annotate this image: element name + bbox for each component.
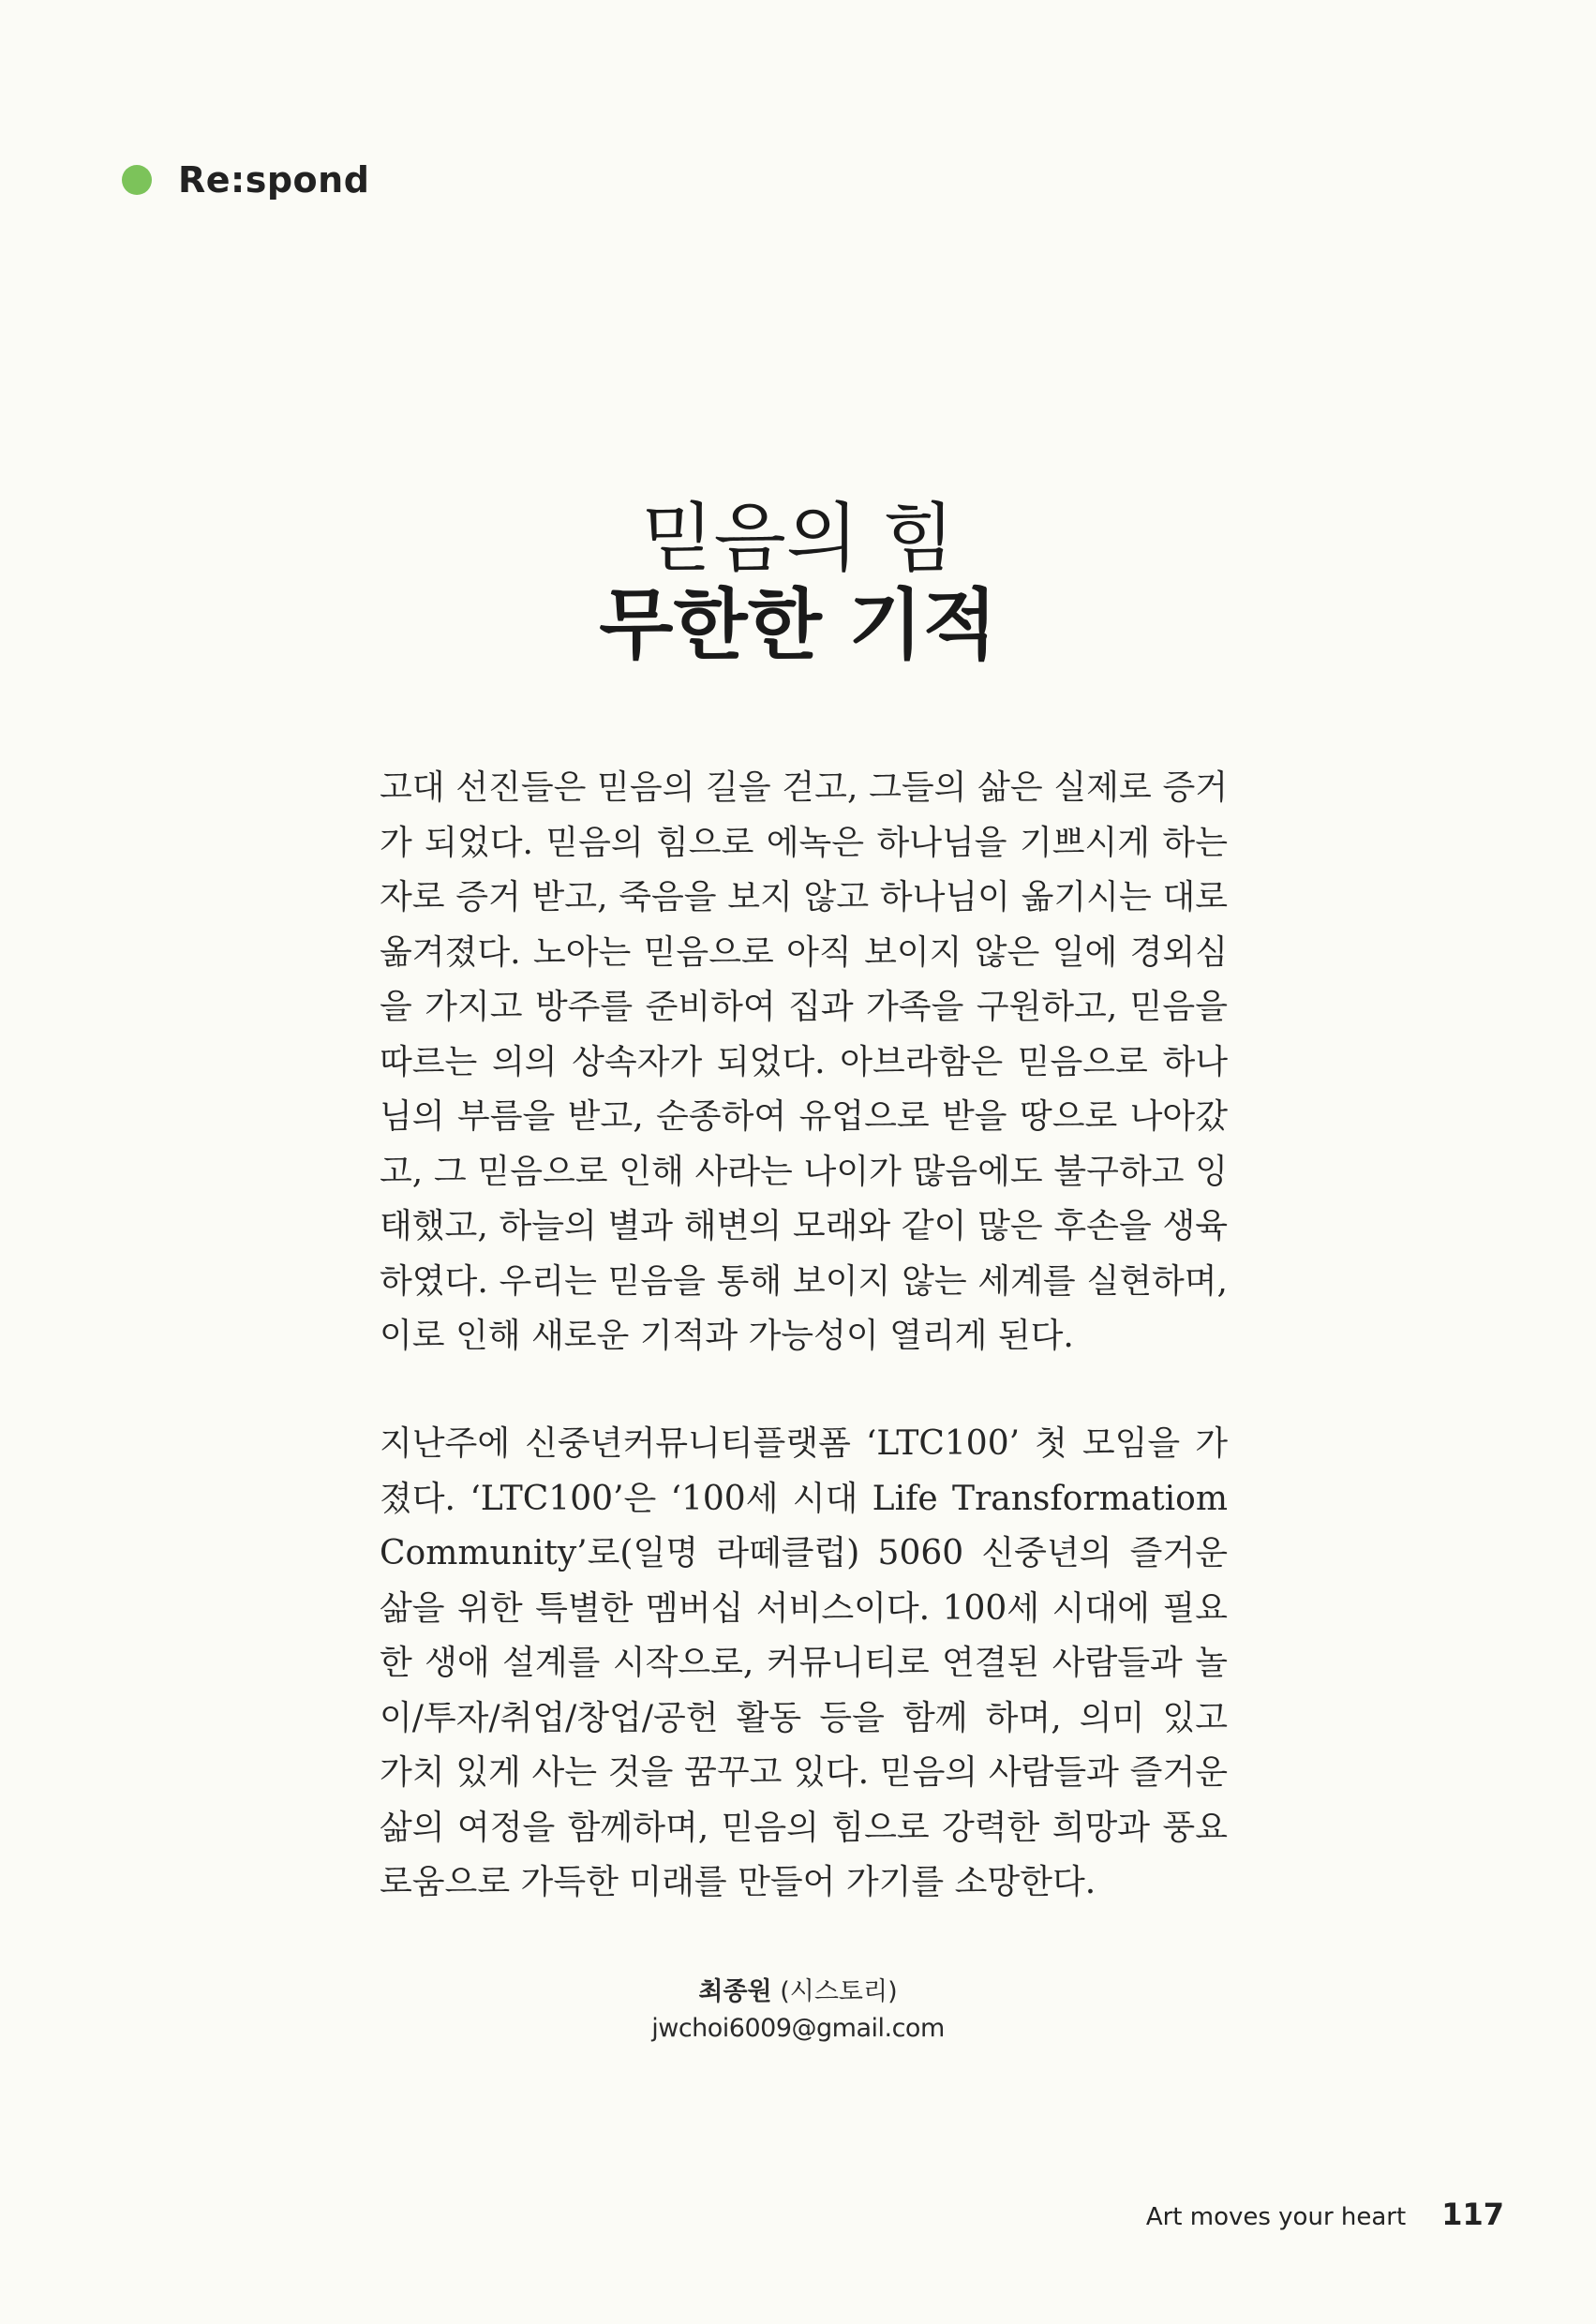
article-paragraph: 지난주에 신중년커뮤니티플랫폼 ‘LTC100’ 첫 모임을 가졌다. ‘LTC100’은 ‘100세 시대 Life Transformatiom Community’로(일명 라떼클럽) 5060 신중년의 즐거운 삶을 위한 특별한 멤버십 서비스이다. 100세 시대에 필요한 생애 설계를 시작으로, 커뮤니티로 연결된 사람들과 놀이/투자/취업/창업/공헌 활동 등을 함께 하며, 의미 있고 가치 있게 사는 것을 꿈꾸고 있다. 믿음의 사람들과 즐거운 삶의 여정을 함께하며, 믿음의 힘으로 강력한 희망과 풍요로움으로 가득한 미래를 만들어 가기를 소망한다. <box>380 1424 1228 1901</box>
author-name: 최종원 <box>698 1977 772 2006</box>
footer-tagline: Art moves your heart <box>1145 2203 1407 2231</box>
author-block <box>0 1974 1596 2048</box>
article-title-line1: 믿음의 힘 <box>641 495 955 582</box>
section-label: Re:spond <box>178 159 370 201</box>
section-tag <box>122 159 369 201</box>
section-dot-icon <box>122 165 152 195</box>
author-line <box>0 1974 1596 2010</box>
article-title-line2: 무한한 기적 <box>599 581 997 670</box>
article-paragraph: 고대 선진들은 믿음의 길을 걷고, 그들의 삶은 실제로 증거가 되었다. 믿음의 힘으로 에녹은 하나님을 기쁘시게 하는 자로 증거 받고, 죽음을 보지 않고 하나님이 옮기시는 대로 옮겨졌다. 노아는 믿음으로 아직 보이지 않은 일에 경외심을 가지고 방주를 준비하여 집과 가족을 구원하고, 믿음을 따르는 의의 상속자가 되었다. 아브라함은 믿음으로 하나님의 부름을 받고, 순종하여 유업으로 받을 땅으로 나아갔고, 그 믿음으로 인해 사라는 나이가 많음에도 불구하고 잉태했고, 하늘의 별과 해변의 모래와 같이 많은 후손을 생육하였다. 우리는 믿음을 통해 보이지 않는 세계를 실현하며, 이로 인해 새로운 기적과 가능성이 열리게 된다. <box>380 768 1228 1355</box>
author-email: jwchoi6009@gmail.com <box>651 2014 945 2043</box>
author-affiliation: (시스토리) <box>780 1977 898 2006</box>
page-footer <box>1146 2197 1504 2232</box>
page-number: 117 <box>1441 2197 1504 2232</box>
